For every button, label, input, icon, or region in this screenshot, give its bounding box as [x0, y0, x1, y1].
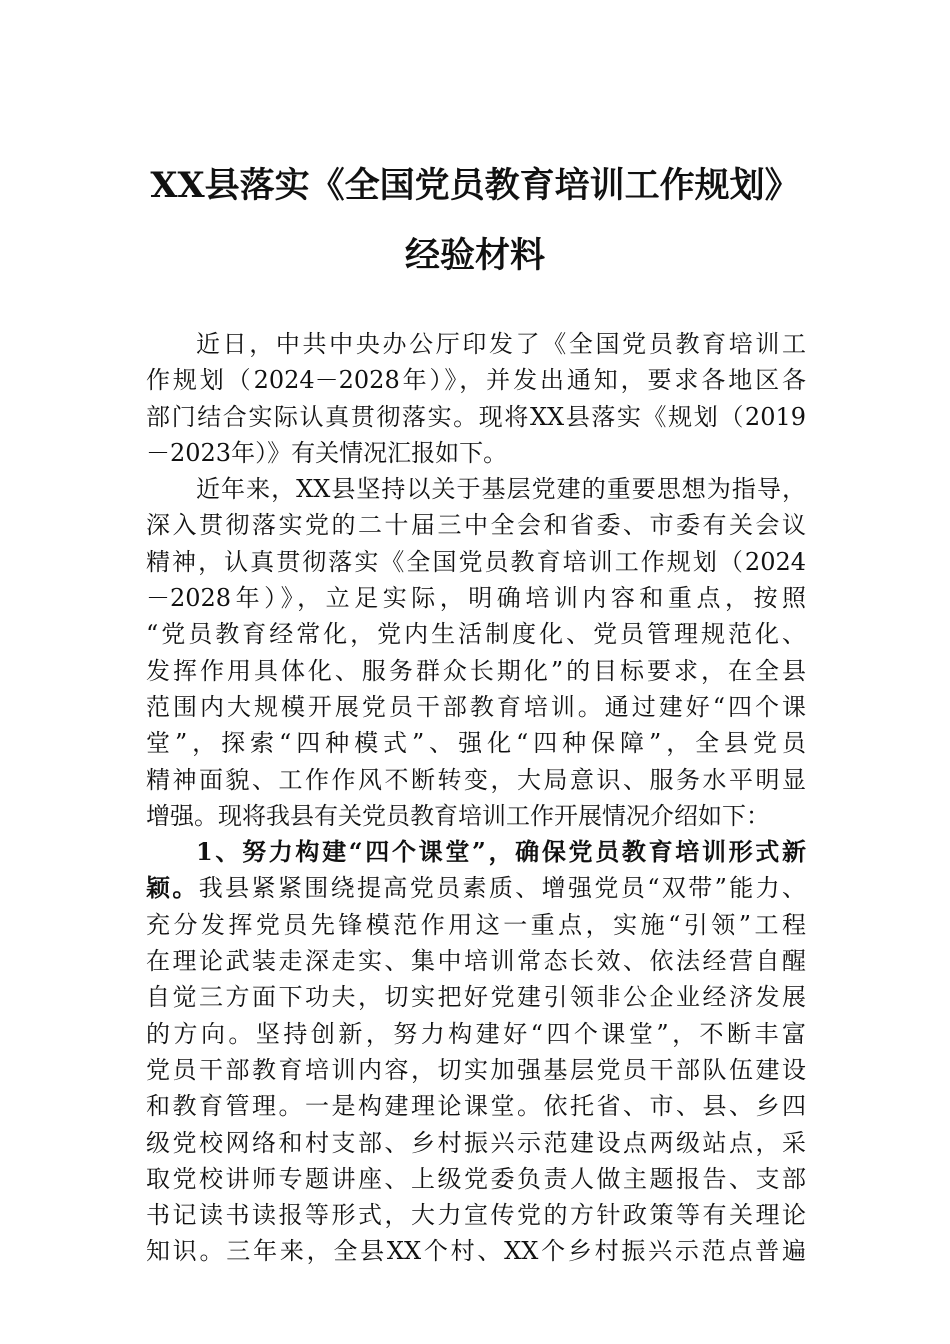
paragraph-1-line: －2023年）》有关情况汇报如下。 [146, 438, 508, 467]
paragraph-1-line: 近日，中共中央办公厅印发了《全国党员教育培训工 [196, 330, 806, 358]
document-title-line-2: 经验材料 [404, 235, 545, 276]
paragraph-2-line: 精神，认真贯彻落实《全国党员教育培训工作规划（2024 [146, 547, 806, 576]
paragraph-3-line: 级党校网络和村支部、乡村振兴示范建设点两级站点，采 [146, 1128, 806, 1157]
paragraph-3-line: 的方向。坚持创新，努力构建好“四个课堂”，不断丰富 [146, 1019, 806, 1048]
paragraph-3-line: 自觉三方面下功夫，切实把好党建引领非公企业经济发展 [146, 983, 806, 1012]
paragraph-3-line: 知识。三年来，全县XX个村、XX个乡村振兴示范点普遍 [146, 1237, 806, 1266]
section-1-heading-end: 颖。 [146, 873, 199, 903]
paragraph-2-line: 范围内大规模开展党员干部教育培训。通过建好“四个课 [146, 692, 806, 721]
paragraph-2-line: 堂”，探索“四种模式”、强化“四种保障”，全县党员 [146, 729, 806, 758]
paragraph-2-line: 发挥作用具体化、服务群众长期化”的目标要求，在全县 [146, 656, 806, 685]
paragraph-3-text: 我县紧紧围绕提高党员素质、增强党员“双带”能力、 [198, 874, 806, 903]
paragraph-3-line: 取党校讲师专题讲座、上级党委负责人做主题报告、支部 [146, 1164, 806, 1193]
paragraph-3-line: 和教育管理。一是构建理论课堂。依托省、市、县、乡四 [146, 1092, 806, 1121]
paragraph-2-line: 增强。现将我县有关党员教育培训工作开展情况介绍如下： [146, 801, 770, 830]
paragraph-3-line: 在理论武装走深走实、集中培训常态长效、依法经营自醒 [146, 947, 806, 976]
paragraph-2-line: 精神面貌、工作作风不断转变，大局意识、服务水平明显 [146, 765, 806, 794]
document-title-line-1: XX县落实《全国党员教育培训工作规划》 [150, 165, 800, 206]
paragraph-1-line: 作规划（2024－2028年）》，并发出通知，要求各地区各 [146, 366, 806, 395]
paragraph-3-line [146, 870, 806, 906]
paragraph-3-line: 书记读书读报等形式，大力宣传党的方针政策等有关理论 [146, 1201, 806, 1230]
paragraph-2-line: “党员教育经常化，党内生活制度化、党员管理规范化、 [146, 620, 806, 649]
paragraph-2-line: －2028年）》，立足实际，明确培训内容和重点，按照 [146, 584, 806, 613]
document-body [146, 326, 806, 1270]
paragraph-1-line: 部门结合实际认真贯彻落实。现将XX县落实《规划（2019 [146, 402, 806, 431]
paragraph-2-line: 深入贯彻落实党的二十届三中全会和省委、市委有关会议 [146, 511, 806, 540]
section-1-heading: 1、努力构建“四个课堂”，确保党员教育培训形式新 [196, 837, 806, 867]
paragraph-2-line: 近年来，XX县坚持以关于基层党建的重要思想为指导， [196, 475, 806, 504]
paragraph-3-line: 党员干部教育培训内容，切实加强基层党员干部队伍建设 [146, 1055, 806, 1084]
paragraph-3-line: 充分发挥党员先锋模范作用这一重点，实施“引领”工程 [146, 910, 806, 939]
